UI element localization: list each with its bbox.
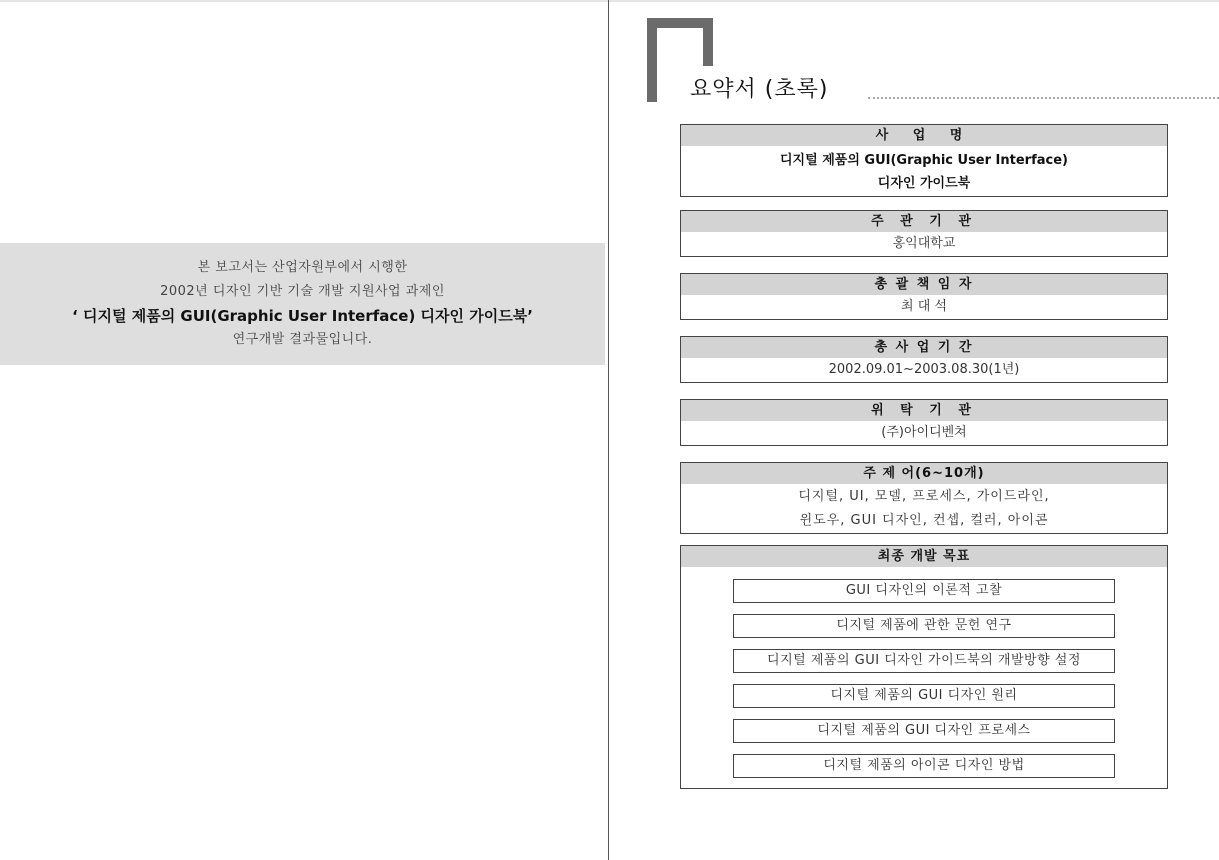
project-name-line-1: 디지털 제품의 GUI(Graphic User Interface) (780, 153, 1068, 168)
keywords-body (681, 484, 1167, 533)
final-goals-box (680, 545, 1168, 789)
project-name-body (681, 146, 1167, 196)
project-name-header: 사 업 명 (681, 125, 1167, 146)
project-leader-header: 총 괄 책 임 자 (681, 274, 1167, 295)
page-title: 요약서 (초록) (690, 77, 829, 102)
keywords-header: 주 제 어(6~10개) (681, 463, 1167, 484)
project-period-body (681, 358, 1167, 382)
notice-line-1: 본 보고서는 산업자원부에서 시행한 (197, 260, 408, 275)
final-goals-list (681, 567, 1167, 791)
goal-item: 디지털 제품의 GUI 디자인 원리 (733, 684, 1115, 708)
consignee-institution-box (680, 399, 1168, 446)
goal-item: GUI 디자인의 이론적 고찰 (733, 579, 1115, 603)
goal-item: 디지털 제품에 관한 문헌 연구 (733, 614, 1115, 638)
project-name-box (680, 124, 1168, 197)
project-name-line-2: 디자인 가이드북 (877, 176, 971, 191)
title-dotted-rule (868, 97, 1219, 99)
keywords-line-1: 디지털, UI, 모델, 프로세스, 가이드라인, (798, 489, 1050, 504)
project-period-header: 총 사 업 기 간 (681, 337, 1167, 358)
project-leader-value: 최 대 석 (901, 299, 947, 314)
project-period-box (680, 336, 1168, 383)
project-leader-body (681, 295, 1167, 319)
report-notice-panel (0, 243, 605, 365)
host-institution-value: 홍익대학교 (892, 236, 956, 251)
notice-line-4: 연구개발 결과물입니다. (232, 332, 373, 347)
goal-item: 디지털 제품의 GUI 디자인 프로세스 (733, 719, 1115, 743)
final-goals-header: 최종 개발 목표 (681, 546, 1167, 567)
project-leader-box (680, 273, 1168, 320)
notice-line-project-title: ‘ 디지털 제품의 GUI(Graphic User Interface) 디자인 가이드북’ (72, 307, 533, 325)
keywords-box (680, 462, 1168, 534)
host-institution-header: 주 관 기 관 (681, 211, 1167, 232)
consignee-institution-body (681, 421, 1167, 445)
consignee-institution-value: (주)아이디벤쳐 (881, 425, 967, 440)
goal-item: 디지털 제품의 GUI 디자인 가이드북의 개발방향 설정 (733, 649, 1115, 673)
host-institution-box (680, 210, 1168, 257)
project-period-value: 2002.09.01~2003.08.30(1년) (828, 362, 1020, 377)
page-top-rule (0, 0, 1219, 2)
goal-item: 디지털 제품의 아이콘 디자인 방법 (733, 754, 1115, 778)
keywords-line-2: 윈도우, GUI 디자인, 컨셉, 컬러, 아이콘 (799, 513, 1049, 528)
host-institution-body (681, 232, 1167, 256)
page-spread-divider (608, 0, 609, 860)
consignee-institution-header: 위 탁 기 관 (681, 400, 1167, 421)
notice-line-2: 2002년 디자인 기반 기술 개발 지원사업 과제인 (160, 284, 445, 299)
